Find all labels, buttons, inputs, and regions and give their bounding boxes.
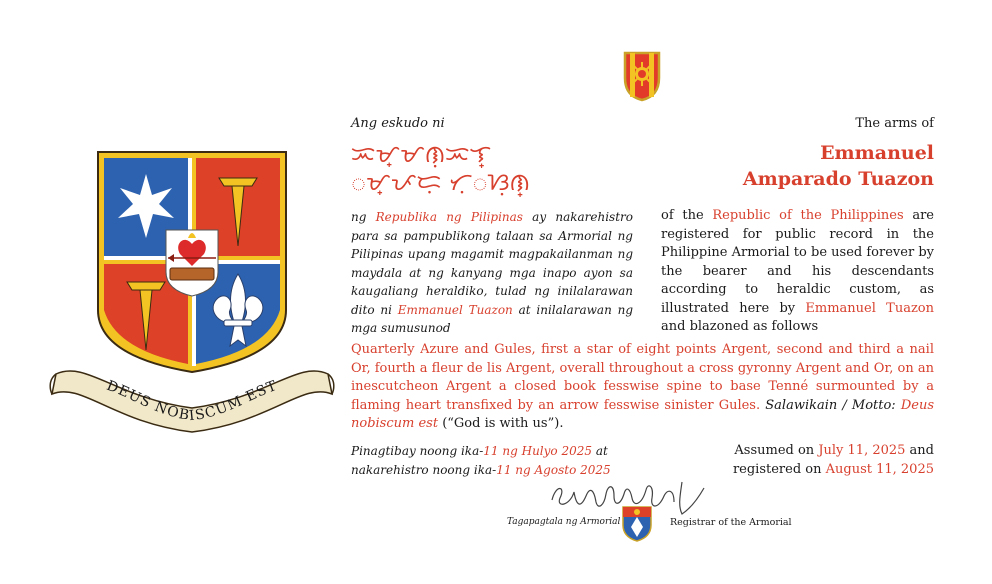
registration-filipino	[351, 208, 633, 338]
republic-emblem-icon	[622, 50, 662, 102]
text: ng	[351, 210, 376, 224]
text: are registered for public record in the Philippine Armorial to be used forever by the bearer and his descendants according to heraldic custom, as illustrated here by	[661, 208, 934, 316]
assumed-date-english: July 11, 2025	[818, 443, 906, 458]
text: at	[592, 444, 608, 458]
text: of the	[661, 208, 713, 223]
republic-name-filipino: Republika ng Pilipinas	[375, 210, 523, 224]
baybayin-line-1: ᜁᜋ᜔ᜋᜈᜓᜁᜎ᜔	[351, 140, 492, 168]
dates-english	[733, 442, 934, 479]
registrar-label-english: Registrar of the Armorial	[670, 517, 792, 528]
registration-english	[661, 207, 934, 337]
dates-filipino	[351, 442, 611, 479]
illustrator-name-english: Emmanuel Tuazon	[805, 300, 935, 316]
label-filipino: Ang eskudo ni	[351, 116, 445, 131]
text: Pinagtibay noong ika-	[351, 444, 484, 458]
illustrator-name-filipino: Emmanuel Tuazon	[397, 302, 513, 317]
name-line-1: Emmanuel	[820, 142, 934, 164]
text: and blazoned as follows	[661, 319, 819, 334]
name-line-2: Amparado Tuazon	[742, 168, 934, 190]
text: at inilalarawan ng mga sumusunod	[351, 302, 634, 335]
motto-label: Salawikain / Motto:	[765, 397, 896, 413]
text: Assumed on	[734, 443, 819, 458]
registered-date-english: August 11, 2025	[825, 461, 934, 477]
republic-name-english: Republic of the Philippines	[712, 208, 904, 223]
registrar-label-filipino: Tagapagtala ng Armorial	[507, 517, 621, 527]
motto: Deus nobiscum est	[351, 397, 934, 432]
blazon	[351, 341, 934, 434]
label-english: The arms of	[855, 116, 934, 131]
registered-date-filipino: 11 ng Agosto 2025	[496, 462, 611, 477]
blazon-text: Quarterly Azure and Gules, first a star of eight points Argent, second and third a nail Or, fourth a fleur de lis Argent, overall throughout a cross gyronny Argent and Or, on an inescutcheon Argent a closed book fesswise spine to base Tenné surmounted by a flaming heart transfixed by an arrow fesswise sinister Gules.	[351, 342, 934, 413]
motto-scroll-text: DEUS NOBISCUM EST	[104, 377, 280, 425]
baybayin-line-2: ᜀᜋ᜔ᜉᜇᜓ ᜆᜓᜀᜐᜓᜈ᜔	[351, 168, 530, 196]
coat-of-arms-icon	[46, 150, 338, 440]
text: and	[905, 443, 934, 458]
inescutcheon	[166, 230, 218, 296]
registrar-seal-icon	[621, 505, 653, 543]
text: registered on	[732, 461, 826, 477]
assumed-date-filipino: 11 ng Hulyo 2025	[483, 444, 592, 458]
text: nakarehistro noong ika-	[351, 462, 497, 477]
motto-scroll	[50, 371, 334, 432]
text: ay nakarehistro para sa pampublikong talaan sa Armorial ng Pilipinas upang magamit magpakailanman ng maydala at ng kanyang mga inapo ayon sa kaugaliang heraldiko, tulad ng inilalarawan dito ni	[351, 210, 633, 317]
armiger-baybayin	[351, 140, 641, 196]
motto-translation: (“God is with us”).	[442, 416, 564, 432]
armiger-name	[743, 140, 934, 192]
